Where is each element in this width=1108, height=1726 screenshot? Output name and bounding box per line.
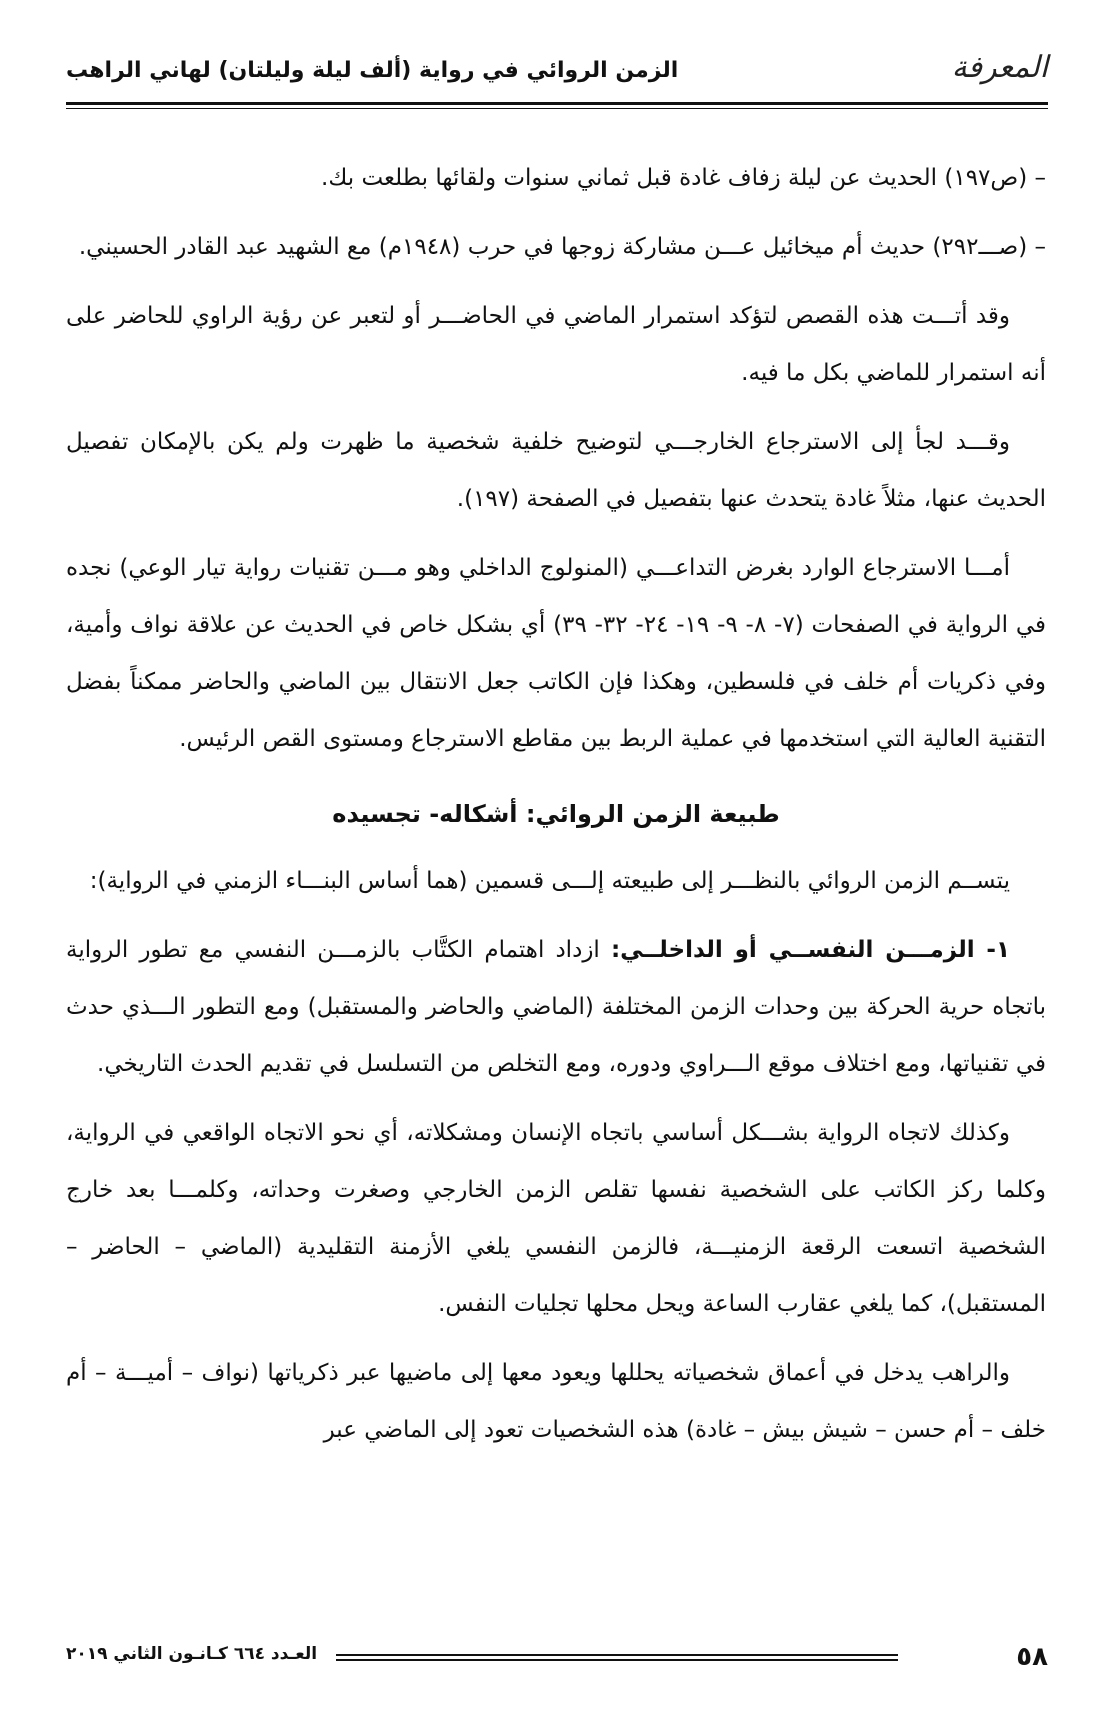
section-heading: طبيعة الزمن الروائي: أشكاله- تجسيده [332, 800, 780, 828]
paragraph-list-item-2: – (صـــ٢٩٢) حديث أم ميخائيل عـــن مشاركة زوجها في حرب (١٩٤٨م) مع الشهيد عبد القادر الحسيني. [78, 234, 1046, 260]
paragraph: يتســم الزمن الروائي بالنظـــر إلى طبيعته إلـــى قسمين (هما أساس البنـــاء الزمني في الرواية): [89, 868, 1010, 894]
running-header [66, 44, 1048, 100]
page-footer [66, 1642, 1048, 1682]
paragraph-psychological-time [66, 922, 1046, 1093]
issue-info: العـدد ٦٦٤ كـانـون الثاني ٢٠١٩ [66, 1644, 318, 1664]
article-body [66, 150, 1046, 1471]
paragraph: وقـــد لجأ إلى الاسترجاع الخارجـــي لتوضيح خلفية شخصية ما ظهرت ولم يكن بالإمكان تفصيل الحديث عنها، مثلاً غادة يتحدث عنها بتفصيل في الصفحة (١٩٧). [66, 429, 1046, 512]
paragraph-list-item-1: – (ص١٩٧) الحديث عن ليلة زفاف غادة قبل ثماني سنوات ولقائها بطلعت بك. [321, 165, 1046, 191]
article-running-title: الزمن الروائي في رواية (ألف ليلة وليلتان) لهاني الراهب [66, 58, 679, 83]
paragraph: وقد أتـــت هذه القصص لتؤكد استمرار الماضي في الحاضـــر أو لتعبر عن رؤية الراوي للحاضر على أنه استمرار للماضي بكل ما فيه. [66, 303, 1046, 386]
header-rule-thin [66, 108, 1048, 109]
paragraph: أمـــا الاسترجاع الوارد بغرض التداعـــي (المنولوج الداخلي وهو مـــن تقنيات رواية تيار الوعي) نجده في الرواية في الصفحات (٧- ٨- ٩- ١٩- ٢٤- ٣٢- ٣٩) أي بشكل خاص في الحديث عن علاقة نواف وأمية، وفي ذكريات أم خلف في فلسطين، وهكذا فإن الكاتب جعل الانتقال بين الماضي والحاضر ممكناً بفضل التقنية العالية التي استخدمها في عملية الربط بين مقاطع الاسترجاع ومستوى القص الرئيس. [66, 555, 1046, 752]
paragraph: وكذلك لاتجاه الرواية بشـــكل أساسي باتجاه الإنسان ومشكلاته، أي نحو الاتجاه الواقعي في الرواية، وكلما ركز الكاتب على الشخصية نفسها تقلص الزمن الخارجي وصغرت وحداته، وكلمـــا بعد خارج الشخصية اتسعت الرقعة الزمنيـــة، فالزمن النفسي يلغي الأزمنة التقليدية (الماضي – الحاضر – المستقبل)، كما يلغي عقارب الساعة ويحل محلها تجليات النفس. [66, 1120, 1046, 1317]
header-rule-thick [66, 102, 1048, 105]
footer-rule [336, 1654, 898, 1661]
paragraph-text: ازداد اهتمام الكتَّاب بالزمـــن النفسي مع تطور الرواية باتجاه حرية الحركة بين وحدات الزمن المختلفة (الماضي والحاضر والمستقبل) ومع التطور الـــذي حدث في تقنياتها، ومع اختلاف موقع الـــراوي ودوره، ومع التخلص من التسلسل في تقديم الحدث التاريخي. [66, 937, 1046, 1077]
journal-logo: المعرفة [951, 50, 1048, 85]
term-psychological-time: ١- الزمـــن النفســي أو الداخلــي: [610, 937, 1011, 963]
paragraph: والراهب يدخل في أعماق شخصياته يحللها ويعود معها إلى ماضيها عبر ذكرياتها (نواف – أميـــة – أم خلف – أم حسن – شيش بيش – غادة) هذه الشخصيات تعود إلى الماضي عبر [66, 1360, 1046, 1443]
page-number: ٥٨ [1016, 1642, 1048, 1672]
